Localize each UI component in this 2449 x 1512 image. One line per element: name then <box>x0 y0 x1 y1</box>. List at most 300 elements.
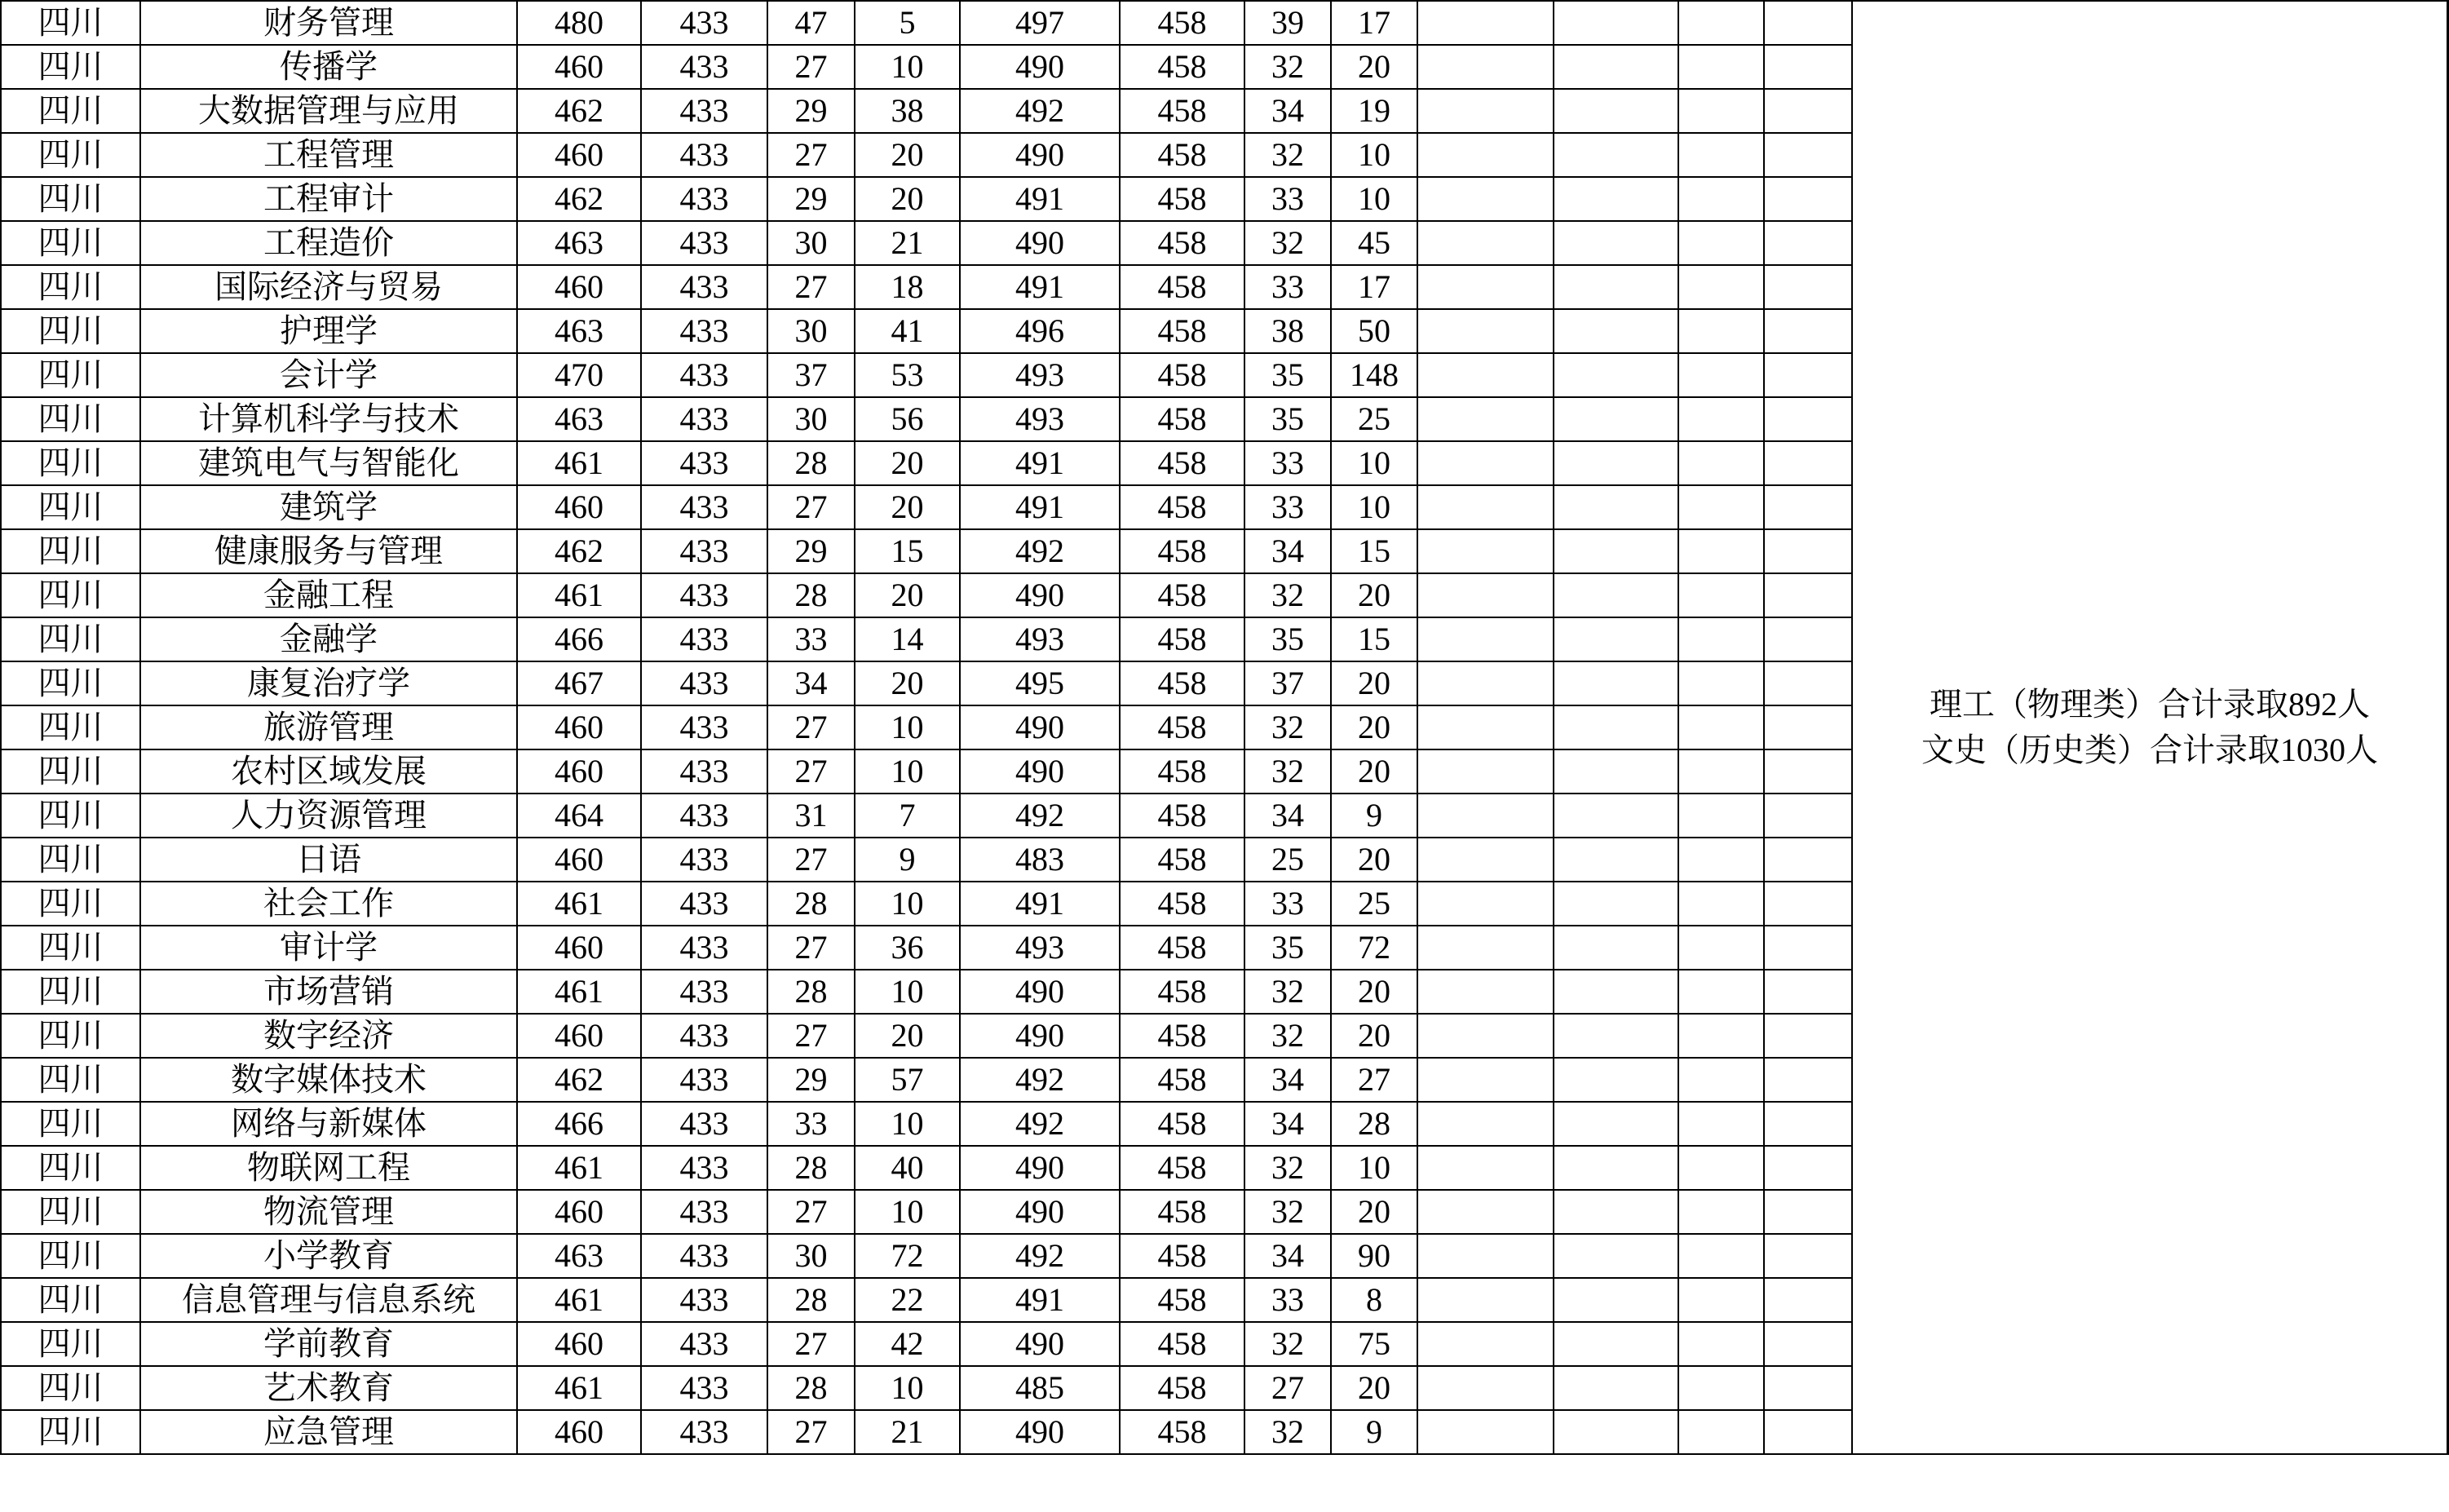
empty-cell <box>1678 177 1764 221</box>
score-cell: 433 <box>641 485 767 529</box>
score-cell: 461 <box>517 882 641 926</box>
score-cell: 458 <box>1120 970 1244 1014</box>
score-cell: 458 <box>1120 573 1244 617</box>
score-cell: 433 <box>641 1014 767 1058</box>
score-cell: 458 <box>1120 1190 1244 1234</box>
empty-cell <box>1554 353 1678 397</box>
score-cell: 27 <box>1244 1366 1331 1410</box>
score-cell: 490 <box>960 1146 1120 1190</box>
empty-cell <box>1554 1102 1678 1146</box>
major-cell: 康复治疗学 <box>140 661 517 705</box>
empty-cell <box>1554 1410 1678 1454</box>
empty-cell <box>1417 617 1554 661</box>
score-cell: 20 <box>1331 1190 1417 1234</box>
score-cell: 460 <box>517 838 641 882</box>
empty-cell <box>1417 529 1554 573</box>
empty-cell <box>1417 177 1554 221</box>
empty-cell <box>1678 1146 1764 1190</box>
score-cell: 458 <box>1120 926 1244 970</box>
score-cell: 38 <box>855 89 960 133</box>
score-cell: 28 <box>767 882 855 926</box>
empty-cell <box>1417 838 1554 882</box>
empty-cell <box>1554 177 1678 221</box>
score-cell: 491 <box>960 177 1120 221</box>
score-cell: 496 <box>960 309 1120 353</box>
score-cell: 461 <box>517 1278 641 1322</box>
score-cell: 462 <box>517 1058 641 1102</box>
empty-cell <box>1678 265 1764 309</box>
empty-cell <box>1678 1322 1764 1366</box>
empty-cell <box>1764 1102 1852 1146</box>
score-cell: 461 <box>517 573 641 617</box>
empty-cell <box>1678 1102 1764 1146</box>
score-cell: 490 <box>960 133 1120 177</box>
score-cell: 10 <box>855 705 960 749</box>
score-cell: 458 <box>1120 1366 1244 1410</box>
empty-cell <box>1764 794 1852 838</box>
major-cell: 农村区域发展 <box>140 749 517 794</box>
province-cell: 四川 <box>1 661 140 705</box>
score-cell: 458 <box>1120 1322 1244 1366</box>
score-cell: 37 <box>767 353 855 397</box>
score-cell: 33 <box>1244 441 1331 485</box>
score-cell: 34 <box>1244 1102 1331 1146</box>
empty-cell <box>1554 573 1678 617</box>
score-cell: 32 <box>1244 970 1331 1014</box>
major-cell: 数字媒体技术 <box>140 1058 517 1102</box>
empty-cell <box>1678 794 1764 838</box>
score-cell: 33 <box>1244 177 1331 221</box>
score-cell: 467 <box>517 661 641 705</box>
score-cell: 466 <box>517 1102 641 1146</box>
score-cell: 433 <box>641 441 767 485</box>
empty-cell <box>1678 441 1764 485</box>
province-cell: 四川 <box>1 529 140 573</box>
empty-cell <box>1554 265 1678 309</box>
score-cell: 20 <box>855 441 960 485</box>
score-cell: 490 <box>960 1322 1120 1366</box>
score-cell: 493 <box>960 617 1120 661</box>
score-cell: 433 <box>641 1278 767 1322</box>
empty-cell <box>1554 970 1678 1014</box>
score-cell: 458 <box>1120 45 1244 89</box>
major-cell: 审计学 <box>140 926 517 970</box>
province-cell: 四川 <box>1 177 140 221</box>
score-cell: 15 <box>855 529 960 573</box>
score-cell: 460 <box>517 926 641 970</box>
score-cell: 20 <box>855 573 960 617</box>
empty-cell <box>1417 485 1554 529</box>
score-cell: 17 <box>1331 265 1417 309</box>
score-cell: 27 <box>767 485 855 529</box>
score-cell: 20 <box>1331 661 1417 705</box>
score-cell: 458 <box>1120 661 1244 705</box>
empty-cell <box>1764 1322 1852 1366</box>
empty-cell <box>1417 970 1554 1014</box>
empty-cell <box>1554 1146 1678 1190</box>
score-cell: 27 <box>767 1410 855 1454</box>
score-cell: 20 <box>855 485 960 529</box>
score-cell: 460 <box>517 705 641 749</box>
empty-cell <box>1678 617 1764 661</box>
score-cell: 458 <box>1120 705 1244 749</box>
score-cell: 433 <box>641 1 767 45</box>
empty-cell <box>1764 441 1852 485</box>
score-cell: 433 <box>641 882 767 926</box>
score-cell: 20 <box>1331 45 1417 89</box>
major-cell: 市场营销 <box>140 970 517 1014</box>
score-cell: 35 <box>1244 397 1331 441</box>
province-cell: 四川 <box>1 1058 140 1102</box>
empty-cell <box>1417 441 1554 485</box>
score-cell: 32 <box>1244 1322 1331 1366</box>
empty-cell <box>1764 177 1852 221</box>
score-cell: 492 <box>960 529 1120 573</box>
score-cell: 461 <box>517 441 641 485</box>
empty-cell <box>1417 1146 1554 1190</box>
score-cell: 21 <box>855 1410 960 1454</box>
table-row <box>1 1 2448 45</box>
empty-cell <box>1417 133 1554 177</box>
empty-cell <box>1554 1058 1678 1102</box>
score-cell: 56 <box>855 397 960 441</box>
score-cell: 10 <box>1331 441 1417 485</box>
province-cell: 四川 <box>1 1234 140 1278</box>
score-cell: 460 <box>517 265 641 309</box>
province-cell: 四川 <box>1 265 140 309</box>
score-cell: 10 <box>855 1190 960 1234</box>
score-cell: 27 <box>767 705 855 749</box>
score-cell: 22 <box>855 1278 960 1322</box>
score-cell: 28 <box>767 970 855 1014</box>
empty-cell <box>1764 573 1852 617</box>
score-cell: 20 <box>855 133 960 177</box>
score-cell: 458 <box>1120 1410 1244 1454</box>
province-cell: 四川 <box>1 309 140 353</box>
major-cell: 金融学 <box>140 617 517 661</box>
empty-cell <box>1554 45 1678 89</box>
province-cell: 四川 <box>1 1278 140 1322</box>
score-cell: 32 <box>1244 221 1331 265</box>
empty-cell <box>1417 1322 1554 1366</box>
province-cell: 四川 <box>1 45 140 89</box>
score-cell: 18 <box>855 265 960 309</box>
score-cell: 458 <box>1120 1058 1244 1102</box>
score-cell: 491 <box>960 485 1120 529</box>
score-cell: 40 <box>855 1146 960 1190</box>
empty-cell <box>1764 1410 1852 1454</box>
empty-cell <box>1554 749 1678 794</box>
major-cell: 建筑电气与智能化 <box>140 441 517 485</box>
score-cell: 29 <box>767 89 855 133</box>
score-cell: 28 <box>767 1146 855 1190</box>
score-cell: 9 <box>855 838 960 882</box>
empty-cell <box>1764 1190 1852 1234</box>
score-cell: 458 <box>1120 133 1244 177</box>
score-cell: 10 <box>855 749 960 794</box>
score-cell: 32 <box>1244 1190 1331 1234</box>
score-cell: 433 <box>641 1234 767 1278</box>
province-cell: 四川 <box>1 1410 140 1454</box>
score-cell: 30 <box>767 221 855 265</box>
score-cell: 20 <box>1331 573 1417 617</box>
empty-cell <box>1678 661 1764 705</box>
empty-cell <box>1417 1190 1554 1234</box>
score-cell: 433 <box>641 838 767 882</box>
empty-cell <box>1554 221 1678 265</box>
score-cell: 29 <box>767 1058 855 1102</box>
score-cell: 458 <box>1120 749 1244 794</box>
empty-cell <box>1554 882 1678 926</box>
province-cell: 四川 <box>1 1146 140 1190</box>
score-cell: 493 <box>960 353 1120 397</box>
empty-cell <box>1417 1366 1554 1410</box>
score-cell: 5 <box>855 1 960 45</box>
empty-cell <box>1417 1102 1554 1146</box>
score-cell: 75 <box>1331 1322 1417 1366</box>
score-cell: 462 <box>517 177 641 221</box>
score-cell: 33 <box>1244 485 1331 529</box>
score-cell: 492 <box>960 794 1120 838</box>
empty-cell <box>1554 89 1678 133</box>
empty-cell <box>1764 749 1852 794</box>
empty-cell <box>1417 221 1554 265</box>
score-cell: 28 <box>767 573 855 617</box>
score-cell: 33 <box>1244 265 1331 309</box>
province-cell: 四川 <box>1 749 140 794</box>
score-cell: 483 <box>960 838 1120 882</box>
score-cell: 458 <box>1120 265 1244 309</box>
empty-cell <box>1417 573 1554 617</box>
major-cell: 金融工程 <box>140 573 517 617</box>
empty-cell <box>1417 397 1554 441</box>
score-cell: 27 <box>767 749 855 794</box>
score-cell: 72 <box>1331 926 1417 970</box>
score-cell: 458 <box>1120 1 1244 45</box>
score-cell: 27 <box>1331 1058 1417 1102</box>
score-cell: 9 <box>1331 1410 1417 1454</box>
major-cell: 大数据管理与应用 <box>140 89 517 133</box>
score-cell: 464 <box>517 794 641 838</box>
score-cell: 37 <box>1244 661 1331 705</box>
empty-cell <box>1678 573 1764 617</box>
empty-cell <box>1554 705 1678 749</box>
empty-cell <box>1678 970 1764 1014</box>
empty-cell <box>1678 838 1764 882</box>
empty-cell <box>1678 749 1764 794</box>
empty-cell <box>1417 1234 1554 1278</box>
empty-cell <box>1417 794 1554 838</box>
score-cell: 45 <box>1331 221 1417 265</box>
empty-cell <box>1554 1366 1678 1410</box>
score-cell: 491 <box>960 882 1120 926</box>
score-cell: 10 <box>855 1366 960 1410</box>
empty-cell <box>1417 749 1554 794</box>
empty-cell <box>1764 397 1852 441</box>
empty-cell <box>1764 1278 1852 1322</box>
score-cell: 20 <box>1331 970 1417 1014</box>
score-cell: 491 <box>960 441 1120 485</box>
major-cell: 物联网工程 <box>140 1146 517 1190</box>
score-cell: 10 <box>855 45 960 89</box>
empty-cell <box>1554 661 1678 705</box>
score-cell: 490 <box>960 221 1120 265</box>
empty-cell <box>1417 882 1554 926</box>
province-cell: 四川 <box>1 441 140 485</box>
score-cell: 490 <box>960 1190 1120 1234</box>
empty-cell <box>1678 1234 1764 1278</box>
empty-cell <box>1678 133 1764 177</box>
enrollment-note-cell <box>1852 1 2448 1454</box>
empty-cell <box>1554 397 1678 441</box>
score-cell: 34 <box>1244 529 1331 573</box>
empty-cell <box>1417 353 1554 397</box>
score-cell: 90 <box>1331 1234 1417 1278</box>
score-cell: 20 <box>1331 749 1417 794</box>
empty-cell <box>1678 1410 1764 1454</box>
score-cell: 458 <box>1120 1146 1244 1190</box>
score-cell: 458 <box>1120 485 1244 529</box>
score-cell: 27 <box>767 1322 855 1366</box>
score-cell: 32 <box>1244 705 1331 749</box>
score-cell: 32 <box>1244 749 1331 794</box>
empty-cell <box>1678 309 1764 353</box>
empty-cell <box>1417 705 1554 749</box>
score-cell: 10 <box>855 1102 960 1146</box>
score-cell: 33 <box>767 1102 855 1146</box>
empty-cell <box>1764 353 1852 397</box>
score-cell: 27 <box>767 838 855 882</box>
score-cell: 28 <box>767 1278 855 1322</box>
score-cell: 490 <box>960 45 1120 89</box>
score-cell: 33 <box>767 617 855 661</box>
score-cell: 33 <box>1244 1278 1331 1322</box>
empty-cell <box>1678 485 1764 529</box>
empty-cell <box>1417 1278 1554 1322</box>
score-cell: 27 <box>767 1014 855 1058</box>
score-cell: 20 <box>855 177 960 221</box>
major-cell: 社会工作 <box>140 882 517 926</box>
score-cell: 495 <box>960 661 1120 705</box>
score-cell: 10 <box>1331 1146 1417 1190</box>
score-cell: 28 <box>767 1366 855 1410</box>
empty-cell <box>1554 133 1678 177</box>
major-cell: 数字经济 <box>140 1014 517 1058</box>
note-line-humanities: 文史（历史类）合计录取1030人 <box>1921 732 2378 768</box>
score-cell: 27 <box>767 133 855 177</box>
province-cell: 四川 <box>1 1 140 45</box>
empty-cell <box>1764 970 1852 1014</box>
score-cell: 463 <box>517 309 641 353</box>
province-cell: 四川 <box>1 397 140 441</box>
score-cell: 458 <box>1120 882 1244 926</box>
empty-cell <box>1554 794 1678 838</box>
empty-cell <box>1417 1058 1554 1102</box>
empty-cell <box>1764 485 1852 529</box>
empty-cell <box>1678 1190 1764 1234</box>
score-cell: 32 <box>1244 1410 1331 1454</box>
empty-cell <box>1554 529 1678 573</box>
score-cell: 490 <box>960 705 1120 749</box>
score-cell: 20 <box>1331 1366 1417 1410</box>
empty-cell <box>1554 1234 1678 1278</box>
score-cell: 490 <box>960 970 1120 1014</box>
score-cell: 28 <box>767 441 855 485</box>
score-cell: 34 <box>767 661 855 705</box>
major-cell: 信息管理与信息系统 <box>140 1278 517 1322</box>
score-cell: 27 <box>767 926 855 970</box>
score-cell: 463 <box>517 397 641 441</box>
empty-cell <box>1764 1146 1852 1190</box>
score-cell: 10 <box>1331 485 1417 529</box>
score-cell: 50 <box>1331 309 1417 353</box>
score-cell: 34 <box>1244 1058 1331 1102</box>
score-cell: 458 <box>1120 397 1244 441</box>
score-cell: 462 <box>517 89 641 133</box>
score-cell: 15 <box>1331 617 1417 661</box>
score-cell: 458 <box>1120 529 1244 573</box>
score-cell: 460 <box>517 1014 641 1058</box>
score-cell: 460 <box>517 1322 641 1366</box>
score-cell: 458 <box>1120 1278 1244 1322</box>
score-cell: 53 <box>855 353 960 397</box>
province-cell: 四川 <box>1 794 140 838</box>
empty-cell <box>1554 1322 1678 1366</box>
empty-cell <box>1678 1366 1764 1410</box>
score-cell: 433 <box>641 1410 767 1454</box>
province-cell: 四川 <box>1 485 140 529</box>
empty-cell <box>1554 1278 1678 1322</box>
score-cell: 17 <box>1331 1 1417 45</box>
score-cell: 10 <box>855 882 960 926</box>
score-cell: 458 <box>1120 89 1244 133</box>
score-cell: 433 <box>641 45 767 89</box>
score-cell: 458 <box>1120 1102 1244 1146</box>
score-cell: 29 <box>767 177 855 221</box>
empty-cell <box>1678 397 1764 441</box>
score-cell: 35 <box>1244 617 1331 661</box>
score-cell: 30 <box>767 1234 855 1278</box>
score-cell: 38 <box>1244 309 1331 353</box>
score-cell: 10 <box>1331 177 1417 221</box>
empty-cell <box>1417 1410 1554 1454</box>
score-cell: 10 <box>1331 133 1417 177</box>
empty-cell <box>1764 617 1852 661</box>
score-cell: 433 <box>641 309 767 353</box>
score-cell: 460 <box>517 45 641 89</box>
empty-cell <box>1417 1014 1554 1058</box>
major-cell: 工程造价 <box>140 221 517 265</box>
empty-cell <box>1764 1234 1852 1278</box>
empty-cell <box>1764 89 1852 133</box>
empty-cell <box>1678 529 1764 573</box>
score-cell: 27 <box>767 1190 855 1234</box>
empty-cell <box>1764 1366 1852 1410</box>
score-cell: 32 <box>1244 1014 1331 1058</box>
score-cell: 36 <box>855 926 960 970</box>
score-cell: 461 <box>517 970 641 1014</box>
empty-cell <box>1678 1278 1764 1322</box>
major-cell: 学前教育 <box>140 1322 517 1366</box>
score-cell: 458 <box>1120 617 1244 661</box>
score-cell: 485 <box>960 1366 1120 1410</box>
score-cell: 32 <box>1244 1146 1331 1190</box>
empty-cell <box>1764 45 1852 89</box>
major-cell: 健康服务与管理 <box>140 529 517 573</box>
score-cell: 458 <box>1120 1234 1244 1278</box>
province-cell: 四川 <box>1 882 140 926</box>
score-cell: 433 <box>641 89 767 133</box>
